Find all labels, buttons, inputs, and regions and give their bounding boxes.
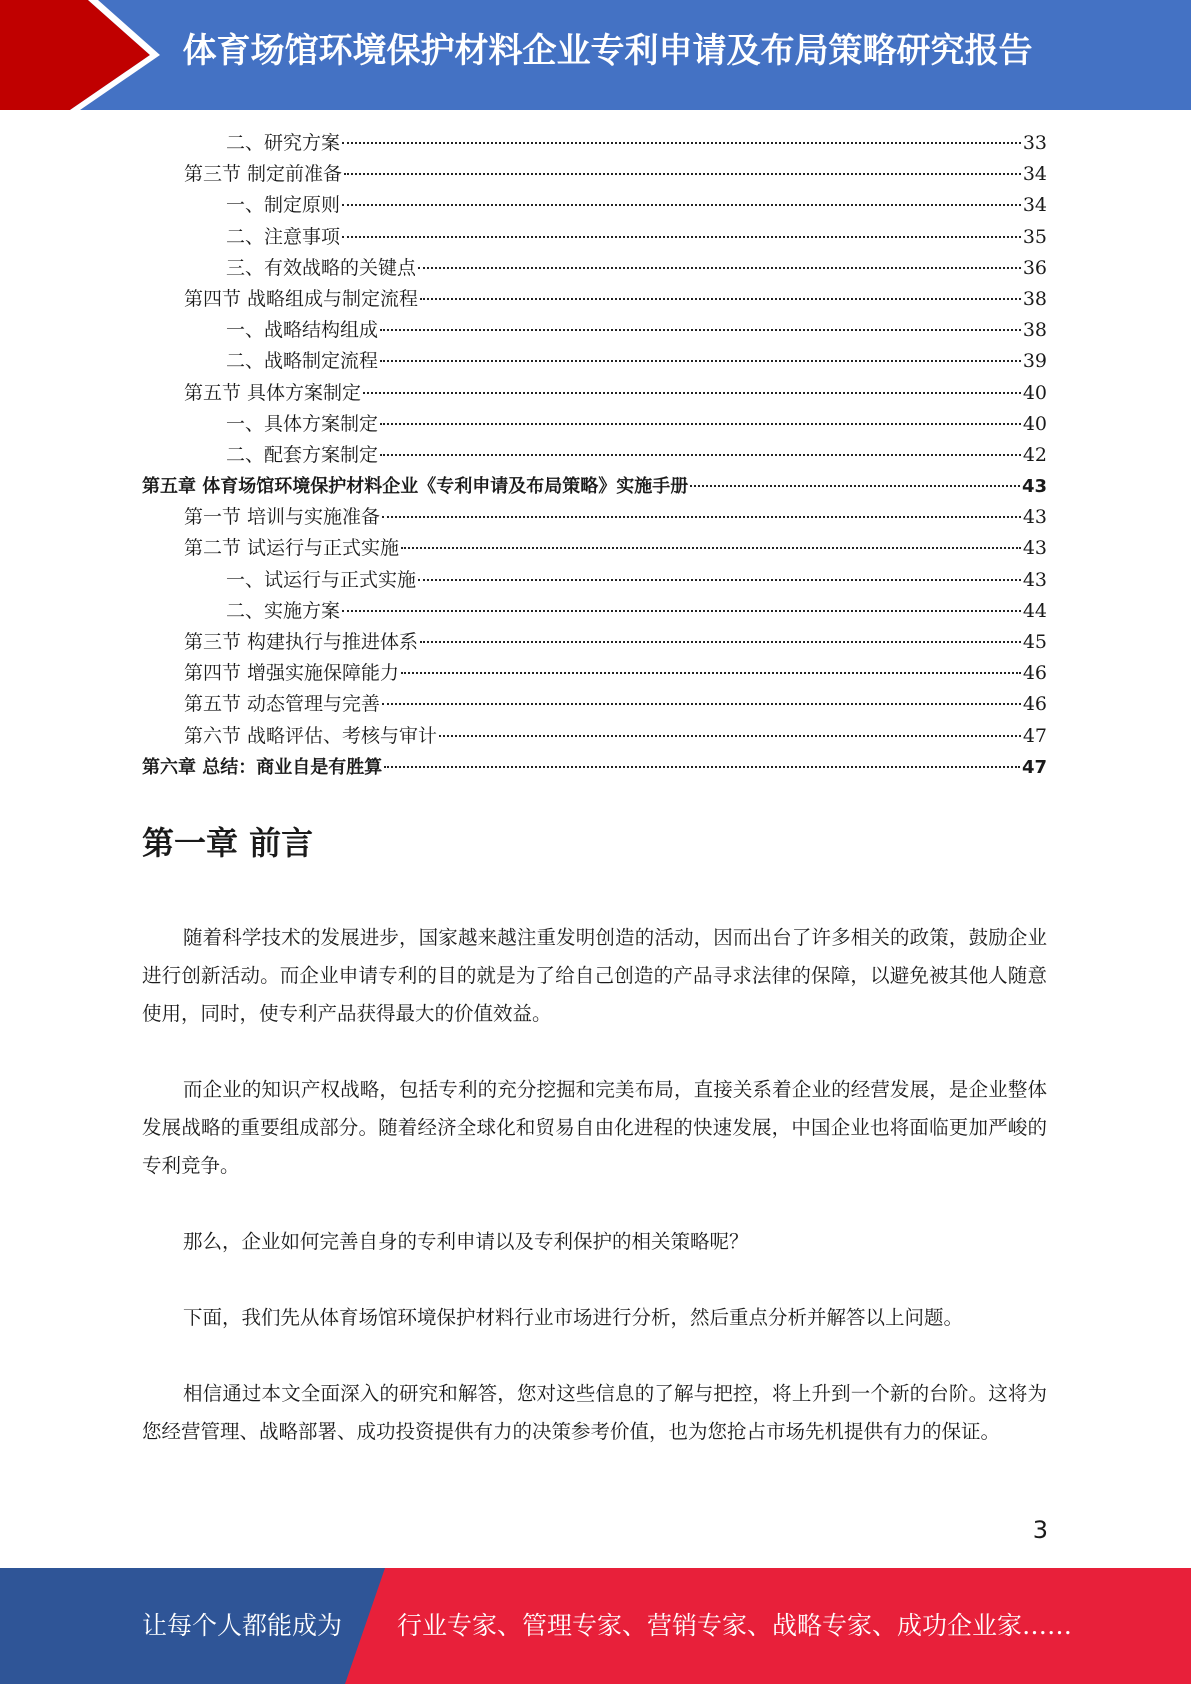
toc-entry-label: 二、实施方案 xyxy=(226,599,341,622)
toc-entry-page: 43 xyxy=(1022,568,1047,591)
toc-chapter-entry[interactable] xyxy=(142,752,1047,783)
toc-entry-page: 40 xyxy=(1022,381,1047,404)
toc-entry-label: 第四节 增强实施保障能力 xyxy=(184,662,400,685)
toc-leader-dots xyxy=(384,764,1020,768)
toc-entry-page: 46 xyxy=(1022,662,1047,685)
toc-entry-page: 43 xyxy=(1022,537,1047,560)
toc-entry-page: 38 xyxy=(1022,287,1047,310)
chapter-heading: 第一章 前言 xyxy=(142,824,314,862)
toc-leader-dots xyxy=(380,327,1021,331)
toc-leader-dots xyxy=(382,701,1021,705)
toc-leader-dots xyxy=(380,421,1021,425)
toc-entry-page: 47 xyxy=(1021,756,1047,778)
toc-entry-label: 第五节 具体方案制定 xyxy=(184,381,362,404)
toc-entry[interactable] xyxy=(142,565,1047,596)
toc-entry-page: 39 xyxy=(1022,350,1047,373)
toc-entry-label: 第六章 总结：商业自是有胜算 xyxy=(142,756,383,778)
toc-entry-page: 33 xyxy=(1022,132,1047,154)
toc-entry[interactable] xyxy=(142,128,1047,159)
toc-entry-page: 43 xyxy=(1021,476,1047,498)
toc-entry-label: 第五节 动态管理与完善 xyxy=(184,693,381,716)
toc-leader-dots xyxy=(382,514,1021,518)
body-paragraph: 下面，我们先从体育场馆环境保护材料行业市场进行分析，然后重点分析并解答以上问题。 xyxy=(183,1306,964,1329)
footer-banner xyxy=(0,1568,1191,1684)
toc-entry-label: 第三节 构建执行与推进体系 xyxy=(184,631,419,653)
toc-leader-dots xyxy=(420,296,1021,300)
toc-entry[interactable] xyxy=(142,502,1047,533)
toc-entry-label: 第三节 制定前准备 xyxy=(184,163,343,186)
toc-leader-dots xyxy=(380,358,1021,362)
toc-entry-page: 34 xyxy=(1022,194,1047,217)
toc-leader-dots xyxy=(342,234,1021,238)
toc-entry-page: 36 xyxy=(1022,256,1047,279)
toc-leader-dots xyxy=(418,577,1021,581)
toc-entry-page: 42 xyxy=(1022,443,1047,466)
toc-entry[interactable] xyxy=(142,689,1047,720)
toc-entry-page: 35 xyxy=(1022,225,1047,248)
toc-entry[interactable] xyxy=(142,596,1047,627)
toc-entry[interactable] xyxy=(142,159,1047,190)
toc-leader-dots xyxy=(380,452,1021,456)
toc-chapter-entry[interactable] xyxy=(142,471,1047,502)
toc-entry[interactable] xyxy=(142,627,1047,658)
toc-entry-page: 45 xyxy=(1022,631,1047,653)
toc-entry-page: 46 xyxy=(1022,693,1047,716)
body-paragraph: 随着科学技术的发展进步，国家越来越注重发明创造的活动，因而出台了许多相关的政策，鼓励企业进行创新活动。而企业申请专利的目的就是为了给自己创造的产品寻求法律的保障，以避免被其他人随意使用，同时，使专利产品获得最大的价值效益。 xyxy=(142,926,1047,1025)
toc-entry-label: 二、注意事项 xyxy=(226,225,341,248)
toc-entry-label: 第四节 战略组成与制定流程 xyxy=(184,287,419,310)
toc-entry-label: 二、研究方案 xyxy=(226,132,341,154)
toc-entry-label: 二、配套方案制定 xyxy=(226,443,379,466)
toc-leader-dots xyxy=(342,140,1021,144)
toc-entry-page: 38 xyxy=(1022,319,1047,342)
toc-leader-dots xyxy=(363,390,1021,394)
toc-entry-label: 第二节 试运行与正式实施 xyxy=(184,537,400,560)
page-number: 3 xyxy=(1032,1516,1048,1544)
toc-leader-dots xyxy=(401,670,1021,674)
body-paragraph: 而企业的知识产权战略，包括专利的充分挖掘和完美布局，直接关系着企业的经营发展，是企业整体发展战略的重要组成部分。随着经济全球化和贸易自由化进程的快速发展，中国企业也将面临更加严峻的专利竞争。 xyxy=(142,1078,1047,1177)
header-banner xyxy=(0,0,1191,110)
toc-entry[interactable] xyxy=(142,378,1047,409)
toc-entry-page: 34 xyxy=(1022,163,1047,186)
toc-entry-label: 二、战略制定流程 xyxy=(226,350,379,373)
toc-leader-dots xyxy=(342,608,1021,612)
toc-leader-dots xyxy=(418,265,1021,269)
body-paragraph: 那么，企业如何完善自身的专利申请以及专利保护的相关策略呢？ xyxy=(183,1230,749,1253)
toc-entry[interactable] xyxy=(142,346,1047,377)
toc-entry[interactable] xyxy=(142,222,1047,253)
toc-entry-label: 一、具体方案制定 xyxy=(226,412,379,435)
toc-entry-label: 第六节 战略评估、考核与审计 xyxy=(184,724,438,747)
toc-entry-label: 第一节 培训与实施准备 xyxy=(184,506,381,529)
toc-entry-label: 一、试运行与正式实施 xyxy=(226,568,417,591)
footer-slogan-right: 行业专家、管理专家、营销专家、战略专家、成功企业家…… xyxy=(397,1611,1073,1640)
toc-entry[interactable] xyxy=(142,284,1047,315)
toc-entry-page: 44 xyxy=(1022,599,1047,622)
toc-entry[interactable] xyxy=(142,533,1047,564)
toc-entry-label: 一、制定原则 xyxy=(226,194,341,217)
table-of-contents xyxy=(142,128,1047,783)
toc-leader-dots xyxy=(344,171,1021,175)
toc-entry-label: 三、有效战略的关键点 xyxy=(226,256,417,279)
toc-entry[interactable] xyxy=(142,190,1047,221)
toc-entry-label: 一、战略结构组成 xyxy=(226,319,379,342)
body-paragraph: 相信通过本文全面深入的研究和解答，您对这些信息的了解与把控，将上升到一个新的台阶。这将为您经营管理、战略部署、成功投资提供有力的决策参考价值，也为您抢占市场先机提供有力的保证。 xyxy=(142,1382,1047,1443)
toc-leader-dots xyxy=(420,639,1021,643)
toc-entry-page: 47 xyxy=(1022,724,1047,747)
toc-entry[interactable] xyxy=(142,658,1047,689)
toc-entry[interactable] xyxy=(142,721,1047,752)
toc-entry[interactable] xyxy=(142,315,1047,346)
toc-entry-label: 第五章 体育场馆环境保护材料企业《专利申请及布局策略》实施手册 xyxy=(142,476,689,498)
toc-leader-dots xyxy=(690,483,1020,487)
toc-entry[interactable] xyxy=(142,253,1047,284)
toc-entry-page: 43 xyxy=(1022,506,1047,529)
toc-entry-page: 40 xyxy=(1022,412,1047,435)
footer-slogan-left: 让每个人都能成为 xyxy=(142,1611,343,1640)
toc-entry[interactable] xyxy=(142,409,1047,440)
toc-entry[interactable] xyxy=(142,440,1047,471)
toc-leader-dots xyxy=(439,733,1021,737)
toc-leader-dots xyxy=(401,545,1021,549)
toc-leader-dots xyxy=(342,202,1021,206)
report-title: 体育场馆环境保护材料企业专利申请及布局策略研究报告 xyxy=(182,31,1033,71)
